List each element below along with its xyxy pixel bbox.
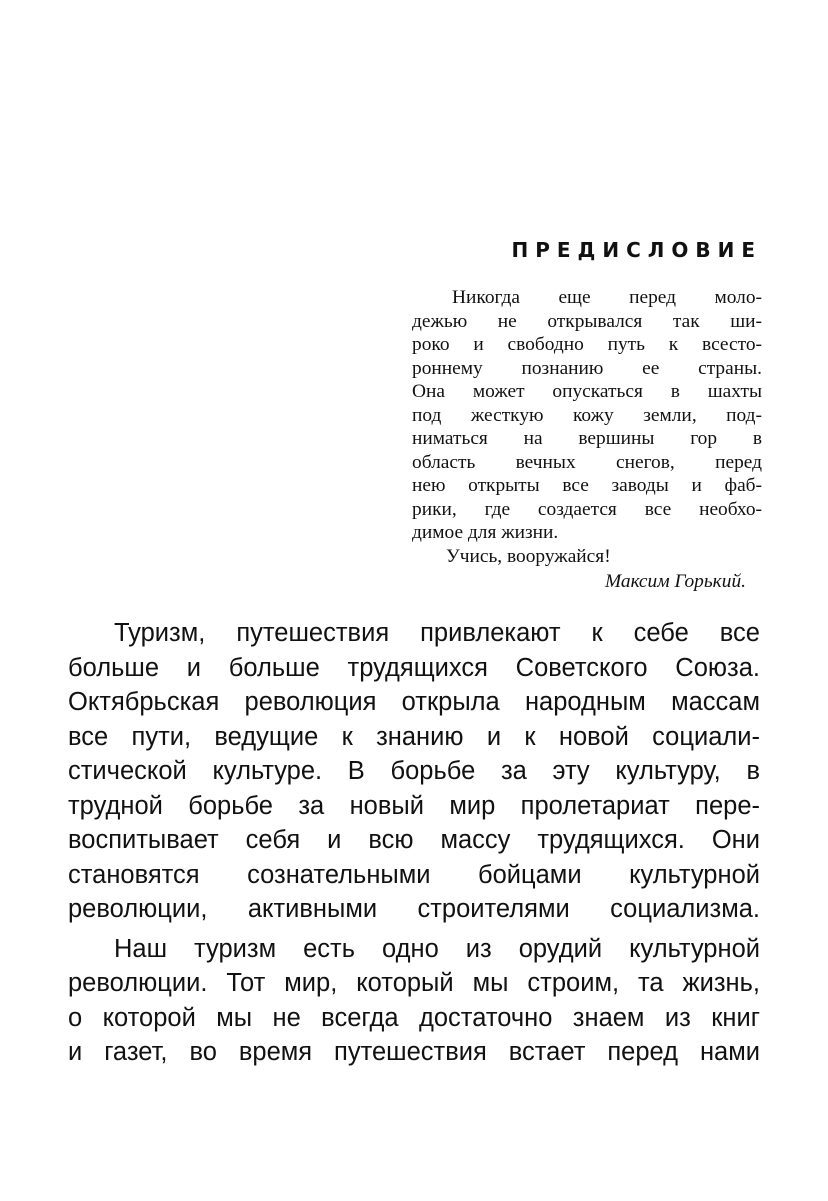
text-line: Туризм, путешествия привлекают к себе все — [114, 619, 760, 647]
epigraph-line: под жесткую кожу земли, под- — [412, 404, 762, 426]
epigraph-line: ниматься на вершины гор в — [412, 428, 762, 449]
text-line: трудной борьбе за новый мир пролетариат пере- — [68, 791, 760, 820]
epigraph-line: дежью не открывался так ши- — [412, 310, 762, 332]
text-line: революции, активными строителями социализма. — [68, 895, 760, 923]
epigraph-closing: Учись, вооружайся! — [446, 545, 611, 567]
chapter-heading: ПРЕДИСЛОВИЕ — [511, 238, 762, 262]
epigraph-line: димое для жизни. — [412, 522, 559, 543]
text-line: стической культуре. В борьбе за эту культуру, в — [68, 757, 760, 785]
epigraph-author: Максим Горький. — [605, 571, 746, 592]
epigraph-line: роко и свободно путь к всесто- — [412, 334, 762, 355]
epigraph — [412, 286, 762, 594]
text-line: больше и больше трудящихся Советского Союза. — [68, 653, 760, 682]
text-line: революции. Тот мир, который мы строим, та жизнь, — [68, 969, 760, 997]
epigraph-line: область вечных снегов, перед — [412, 451, 762, 473]
epigraph-line: нею открыты все заводы и фаб- — [412, 475, 762, 496]
paragraph — [68, 932, 760, 1070]
epigraph-line: роннему познанию ее страны. — [412, 357, 762, 379]
text-line: и газет, во время путешествия встает перед нами — [68, 1038, 760, 1066]
text-line: становятся сознательными бойцами культурной — [68, 860, 760, 889]
text-line: все пути, ведущие к знанию и к новой социали- — [68, 722, 760, 751]
body-text — [68, 616, 760, 1070]
text-line: воспитывает себя и всю массу трудящихся. Они — [68, 826, 760, 854]
epigraph-line: рики, где создается все необхо- — [412, 498, 762, 520]
text-line: Октябрьская революция открыла народным массам — [68, 688, 760, 716]
epigraph-line: Никогда еще перед моло- — [452, 287, 762, 308]
epigraph-line: Она может опускаться в шахты — [412, 381, 762, 402]
paragraph — [68, 616, 760, 927]
text-line: о которой мы не всегда достаточно знаем из книг — [68, 1003, 760, 1032]
text-line: Наш туризм есть одно из орудий культурной — [114, 934, 760, 963]
